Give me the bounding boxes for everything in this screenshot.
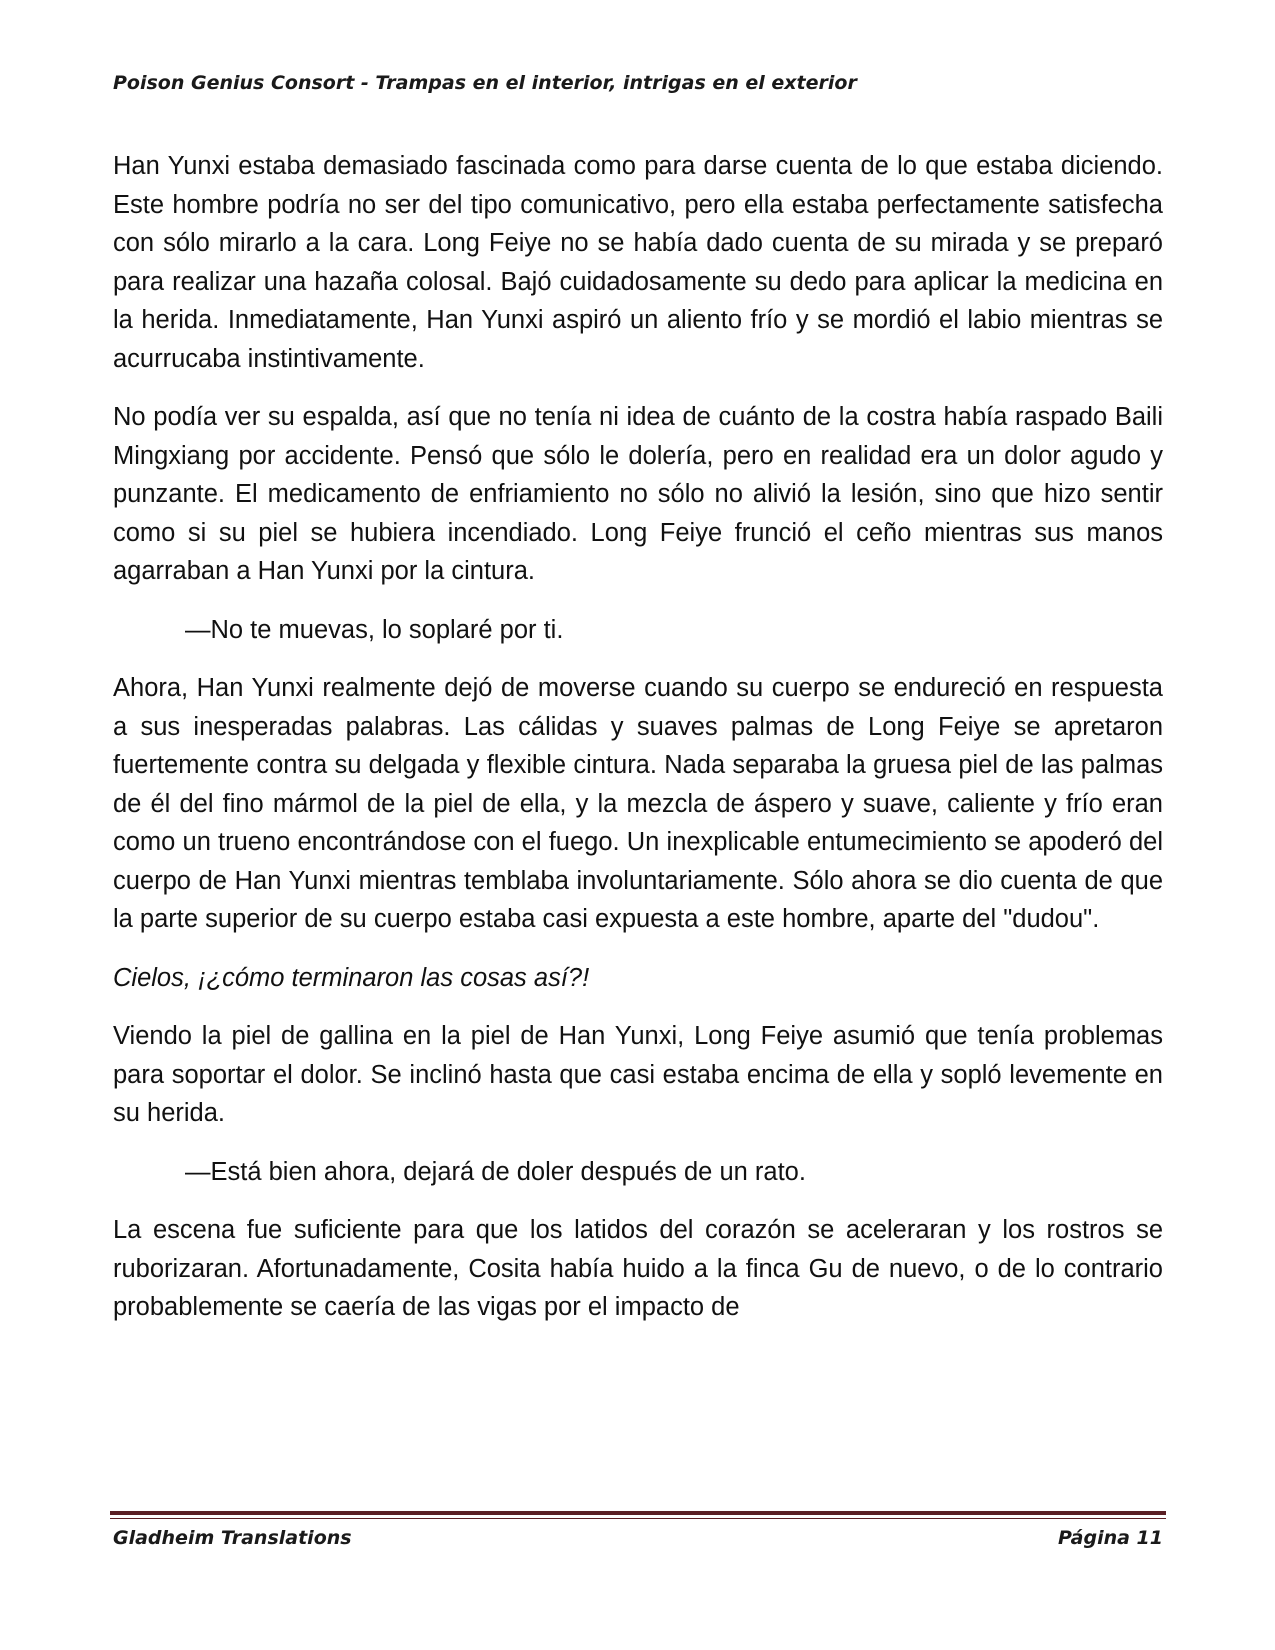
footer-divider: [110, 1511, 1166, 1515]
paragraph-1: Han Yunxi estaba demasiado fascinada como para darse cuenta de lo que estaba diciendo. Este hombre podría no ser del tipo comunicativo, pero ella estaba perfectamente satisfecha con sólo mirarlo a la cara. Long Feiye no se había dado cuenta de su mirada y se preparó para realizar una hazaña colosal. Bajó cuidadosamente su dedo para aplicar la medicina en la herida. Inmediatamente, Han Yunxi aspiró un aliento frío y se mordió el labio mientras se acurrucaba instintivamente.: [113, 152, 1163, 373]
paragraph-4: Viendo la piel de gallina en la piel de Han Yunxi, Long Feiye asumió que tenía problemas para soportar el dolor. Se inclinó hasta que casi estaba encima de ella y sopló levemente en su herida.: [113, 1022, 1163, 1127]
paragraph-5: La escena fue suficiente para que los latidos del corazón se aceleraran y los rostros se ruborizaran. Afortunadamente, Cosita había huido a la finca Gu de nuevo, o de lo contrario probablemente se caería de las vigas por el impacto de: [113, 1216, 1163, 1321]
footer-divider-thin: [110, 1518, 1166, 1519]
footer-page-number: Página 11: [1057, 1527, 1163, 1549]
paragraph-2: No podía ver su espalda, así que no tenía ni idea de cuánto de la costra había raspado Baili Mingxiang por accidente. Pensó que sólo le dolería, pero en realidad era un dolor agudo y punzante. El medicamento de enfriamiento no sólo no alivió la lesión, sino que hizo sentir como si su piel se hubiera incendiado. Long Feiye frunció el ceño mientras sus manos agarraban a Han Yunxi por la cintura.: [113, 403, 1163, 585]
document-body: [113, 147, 1163, 1347]
paragraph-3: Ahora, Han Yunxi realmente dejó de moverse cuando su cuerpo se endureció en respuesta a sus inesperadas palabras. Las cálidas y suaves palmas de Long Feiye se apretaron fuertemente contra su delgada y flexible cintura. Nada separaba la gruesa piel de las palmas de él del fino mármol de la piel de ella, y la mezcla de áspero y suave, caliente y frío eran como un trueno encontrándose con el fuego. Un inexplicable entumecimiento se apoderó del cuerpo de Han Yunxi mientras temblaba involuntariamente. Sólo ahora se dio cuenta de que la parte superior de su cuerpo estaba casi expuesta a este hombre, aparte del "dudou".: [113, 674, 1163, 933]
page-header-title: Poison Genius Consort - Trampas en el interior, intrigas en el exterior: [113, 72, 857, 94]
dialogue-line-1: —No te muevas, lo soplaré por ti.: [185, 615, 564, 644]
italic-thought: Cielos, ¡¿cómo terminaron las cosas así?!: [113, 963, 590, 992]
footer-translator: Gladheim Translations: [113, 1527, 352, 1549]
dialogue-line-2: —Está bien ahora, dejará de doler después de un rato.: [185, 1157, 806, 1186]
